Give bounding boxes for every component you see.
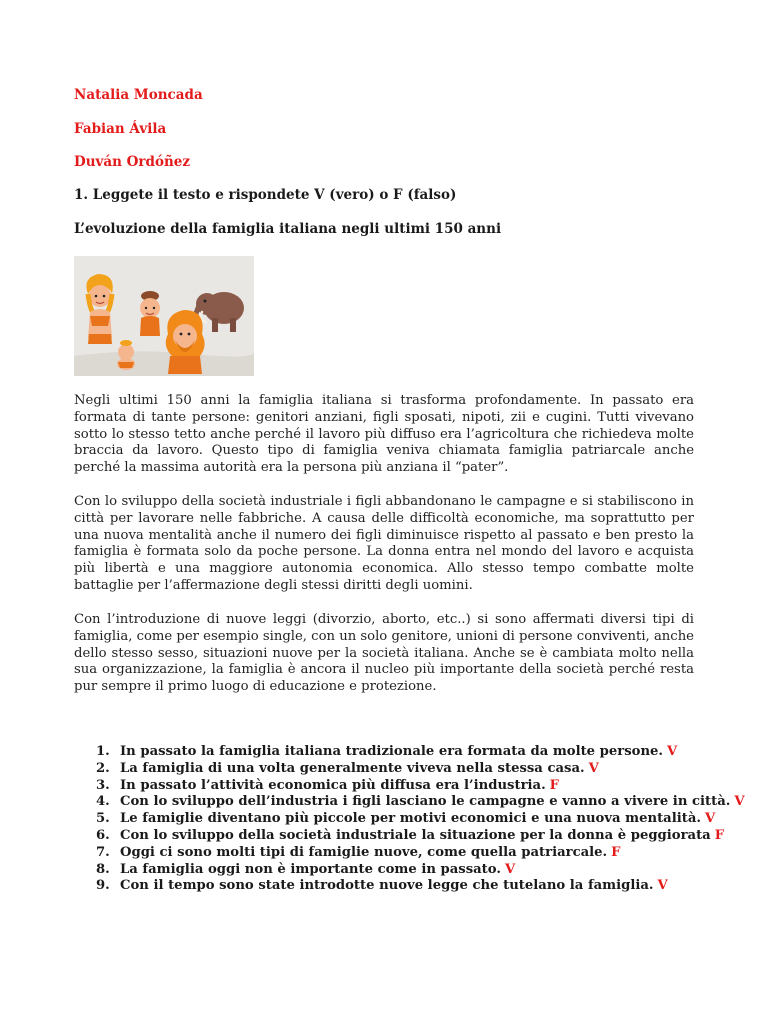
answer-mark: V xyxy=(704,811,716,827)
item-number: 9. xyxy=(96,878,110,894)
item-number: 1. xyxy=(96,744,110,759)
author-name: Natalia Moncada xyxy=(74,87,203,103)
statement: In passato la famiglia italiana tradizionale era formata da molte persone. xyxy=(120,744,664,759)
quiz-item xyxy=(96,862,696,879)
answer-mark: V xyxy=(504,861,516,877)
author-name: Fabian Ávila xyxy=(74,121,167,137)
item-number: 5. xyxy=(96,811,110,827)
answer-mark: F xyxy=(611,844,621,860)
quiz-item xyxy=(96,827,725,845)
item-number: 3. xyxy=(96,777,110,793)
quiz-item xyxy=(96,778,696,795)
answer-mark: F xyxy=(549,777,560,793)
paragraph-1: Negli ultimi 150 anni la famiglia italiana si trasforma profondamente. In passato era formata di tante persone: genitori anziani, figli sposati, nipoti, zii e cugini. Tutti vivevano sotto lo stesso tetto anche perché il lavoro più diffuso era l’agricoltura che richiedeva molte braccia da lavoro. Questo tipo di famiglia veniva chiamata famiglia patriarcale anche perché la massima autorità era la persona più anziana il “pater”. xyxy=(74,393,694,476)
answer-mark: V xyxy=(734,794,745,810)
answer-mark: V xyxy=(667,744,678,759)
item-number: 8. xyxy=(96,861,110,877)
quiz-item xyxy=(96,744,696,761)
statement: In passato l’attività economica più diffusa era l’industria. xyxy=(120,777,546,793)
author-name: Duván Ordóñez xyxy=(74,154,191,170)
item-number: 4. xyxy=(96,794,110,810)
exercise-instruction: 1. Leggete il testo e rispondete V (vero) o F (falso) xyxy=(74,187,457,203)
statement: Con lo sviluppo dell’industria i figli lasciano le campagne e vanno a vivere in città. xyxy=(120,794,731,810)
quiz-item xyxy=(96,811,716,828)
quiz-item xyxy=(96,878,696,895)
statement: Con lo sviluppo della società industriale la situazione per la donna è peggiorata xyxy=(120,827,711,843)
caveman-family-illustration xyxy=(74,256,254,376)
statement: La famiglia di una volta generalmente viveva nella stessa casa. xyxy=(120,760,585,776)
item-number: 6. xyxy=(96,827,110,843)
item-number: 7. xyxy=(96,844,110,860)
cartoon-prehistoric-family-icon xyxy=(74,256,254,376)
answer-mark: V xyxy=(588,760,599,776)
quiz-item xyxy=(96,761,696,778)
statement: Le famiglie diventano più piccole per motivi economici e una nuova mentalità. xyxy=(120,811,701,827)
statement: La famiglia oggi non è importante come in passato. xyxy=(120,861,501,877)
statement: Oggi ci sono molti tipi di famiglie nuove, come quella patriarcale. xyxy=(120,844,608,860)
answer-mark: F xyxy=(714,827,725,843)
answer-mark: V xyxy=(657,878,668,894)
paragraph-3: Con l’introduzione di nuove leggi (divorzio, aborto, etc..) si sono affermati diversi tipi di famiglia, come per esempio single, con un solo genitore, unioni di persone conviventi, anche dello stesso sesso, situazioni nuove per la società italiana. Anche se è cambiata molto nella sua organizzazione, la famiglia è ancora il nucleo più importante della società perché resta pur sempre il primo luogo di educazione e protezione. xyxy=(74,612,694,695)
paragraph-2: Con lo sviluppo della società industriale i figli abbandonano le campagne e si stabiliscono in città per lavorare nelle fabbriche. A causa delle difficoltà economiche, ma soprattutto per una nuova mentalità anche il numero dei figli diminuisce rispetto al passato e ben presto la famiglia è formata solo da poche persone. La donna entra nel mondo del lavoro e acquista più libertà e una maggiore autonomia economica. Allo stesso tempo combatte molte battaglie per l’affermazione degli stessi diritti degli uomini. xyxy=(74,494,694,593)
text-title: L’evoluzione della famiglia italiana negli ultimi 150 anni xyxy=(74,221,502,237)
quiz-item xyxy=(96,794,745,811)
item-number: 2. xyxy=(96,760,110,776)
quiz-item xyxy=(96,845,696,862)
true-false-list xyxy=(96,744,745,895)
statement: Con il tempo sono state introdotte nuove legge che tutelano la famiglia. xyxy=(120,878,654,894)
